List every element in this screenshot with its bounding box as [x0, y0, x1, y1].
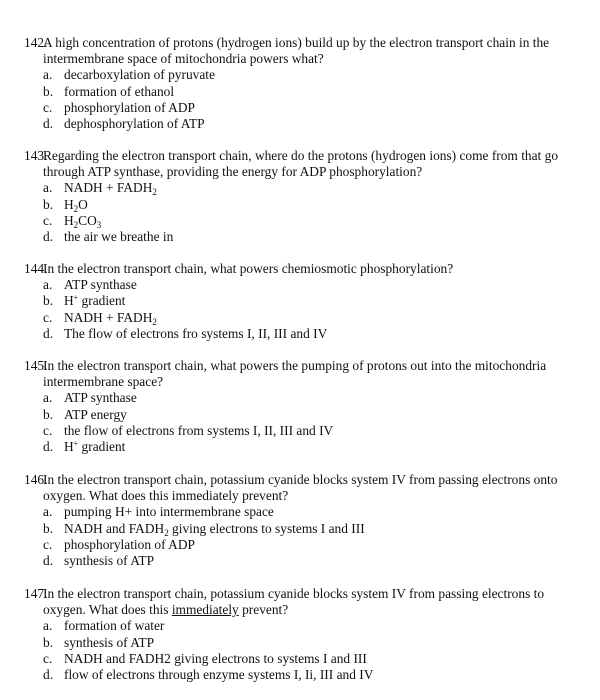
option-c — [0, 213, 600, 229]
option-letter: d. — [43, 115, 54, 131]
option-d — [0, 116, 600, 132]
option-b — [0, 84, 600, 100]
question-text: In the electron transport chain, what powers chemiosmotic phosphorylation? — [43, 261, 454, 276]
option-letter: c. — [43, 422, 53, 438]
options-list — [0, 618, 600, 683]
option-text: formation of ethanol — [64, 83, 175, 99]
option-a — [0, 504, 600, 520]
subscript: 2 — [152, 187, 157, 198]
option-c — [0, 423, 600, 439]
question-stem — [0, 261, 600, 277]
option-text-post: gradient — [78, 293, 126, 309]
option-text: H — [64, 196, 74, 212]
option-letter: b. — [43, 634, 54, 650]
question-147 — [0, 586, 600, 683]
option-letter: a. — [43, 277, 53, 293]
option-letter: a. — [43, 618, 53, 634]
option-text: phosphorylation of ADP — [64, 536, 195, 552]
question-number: 145. — [24, 358, 48, 373]
option-text: NADH + FADH — [64, 180, 153, 196]
subscript: 3 — [96, 219, 102, 230]
option-letter: d. — [43, 666, 54, 682]
option-a — [0, 277, 600, 293]
options-list — [0, 180, 600, 245]
question-text: In the electron transport chain, what powers the pumping of protons out into the mitochondria intermembrane space? — [43, 358, 547, 390]
option-text: H — [64, 438, 74, 454]
subscript: 2 — [73, 219, 79, 230]
option-b — [0, 521, 600, 537]
option-text: decarboxylation of pyruvate — [64, 67, 215, 83]
option-text: dephosphorylation of ATP — [64, 115, 205, 131]
option-text: synthesis of ATP — [64, 634, 155, 650]
option-c — [0, 537, 600, 553]
options-list — [0, 277, 600, 342]
option-c — [0, 100, 600, 116]
option-letter: b. — [43, 520, 54, 536]
option-c — [0, 310, 600, 326]
question-text-post: prevent? — [238, 602, 289, 618]
option-letter: c. — [43, 536, 53, 552]
question-stem — [0, 35, 600, 67]
option-letter: d. — [43, 325, 54, 341]
option-letter: b. — [43, 406, 54, 422]
option-d — [0, 667, 600, 683]
option-letter: c. — [43, 650, 53, 666]
question-stem — [0, 472, 600, 504]
option-letter: a. — [43, 504, 53, 520]
option-text: H — [64, 212, 74, 228]
question-number: 142. — [24, 35, 48, 50]
question-143 — [0, 148, 600, 245]
question-stem — [0, 586, 600, 618]
question-number: 146. — [24, 472, 48, 487]
option-b — [0, 407, 600, 423]
question-text-underlined: immediately — [171, 602, 239, 618]
question-142 — [0, 35, 600, 132]
option-text: H — [64, 293, 74, 309]
option-d — [0, 326, 600, 342]
question-text: In the electron transport chain, potassium cyanide blocks system IV from passing electrons onto oxygen. What does this immediately prevent? — [43, 472, 558, 504]
option-a — [0, 390, 600, 406]
option-a — [0, 67, 600, 83]
question-number: 143. — [24, 148, 48, 163]
option-text: The flow of electrons fro systems I, II, III and IV — [64, 325, 328, 341]
option-text-mid: CO — [78, 212, 97, 228]
option-letter: c. — [43, 212, 53, 228]
question-number: 147. — [24, 586, 48, 601]
option-text: NADH and FADH — [64, 520, 165, 536]
option-letter: d. — [43, 552, 54, 568]
option-letter: a. — [43, 180, 53, 196]
options-list — [0, 67, 600, 132]
question-text — [43, 586, 576, 618]
option-d — [0, 439, 600, 455]
option-text: the flow of electrons from systems I, II, III and IV — [64, 422, 334, 438]
option-text: formation of water — [64, 618, 165, 634]
option-text: the air we breathe in — [64, 228, 174, 244]
option-text: pumping H+ into intermembrane space — [64, 504, 274, 520]
option-a — [0, 618, 600, 634]
option-letter: b. — [43, 196, 54, 212]
option-b — [0, 197, 600, 213]
option-text-post: gradient — [78, 438, 126, 454]
option-text: ATP synthase — [64, 277, 137, 293]
superscript: + — [73, 293, 79, 303]
option-c — [0, 651, 600, 667]
option-d — [0, 229, 600, 245]
option-text: flow of electrons through enzyme systems I, Ii, III and IV — [64, 666, 374, 682]
option-b — [0, 293, 600, 309]
subscript: 2 — [73, 203, 79, 214]
option-letter: a. — [43, 67, 53, 83]
question-number: 144. — [24, 261, 48, 276]
option-letter: b. — [43, 293, 54, 309]
option-text-post: giving electrons to systems I and III — [168, 520, 365, 536]
option-text: ATP energy — [64, 406, 127, 422]
question-text: A high concentration of protons (hydrogen ions) build up by the electron transport chain in the intermembrane space of mitochondria powers what? — [43, 35, 550, 67]
subscript: 2 — [164, 527, 169, 538]
question-146 — [0, 472, 600, 569]
option-letter: b. — [43, 83, 54, 99]
option-letter: a. — [43, 390, 53, 406]
option-text: phosphorylation of ADP — [64, 99, 195, 115]
option-d — [0, 553, 600, 569]
superscript: + — [73, 438, 79, 448]
option-text: ATP synthase — [64, 390, 137, 406]
option-text: synthesis of ATP — [64, 552, 155, 568]
question-text: Regarding the electron transport chain, where do the protons (hydrogen ions) come from that go through ATP synthase, providing the energy for ADP phosphorylation? — [43, 148, 559, 180]
option-text-post: O — [78, 196, 88, 212]
subscript: 2 — [152, 316, 157, 327]
question-stem — [0, 358, 600, 390]
option-b — [0, 635, 600, 651]
option-letter: c. — [43, 309, 53, 325]
option-text: NADH + FADH — [64, 309, 153, 325]
option-text: NADH and FADH2 giving electrons to systems I and III — [64, 650, 367, 666]
option-letter: d. — [43, 438, 54, 454]
question-144 — [0, 261, 600, 342]
options-list — [0, 504, 600, 569]
options-list — [0, 390, 600, 455]
question-145 — [0, 358, 600, 455]
option-letter: d. — [43, 228, 54, 244]
option-letter: c. — [43, 99, 53, 115]
question-stem — [0, 148, 600, 180]
question-text-pre: In the electron transport chain, potassium cyanide blocks system IV from passing electrons to oxygen. What does this — [43, 586, 545, 618]
option-a — [0, 180, 600, 196]
